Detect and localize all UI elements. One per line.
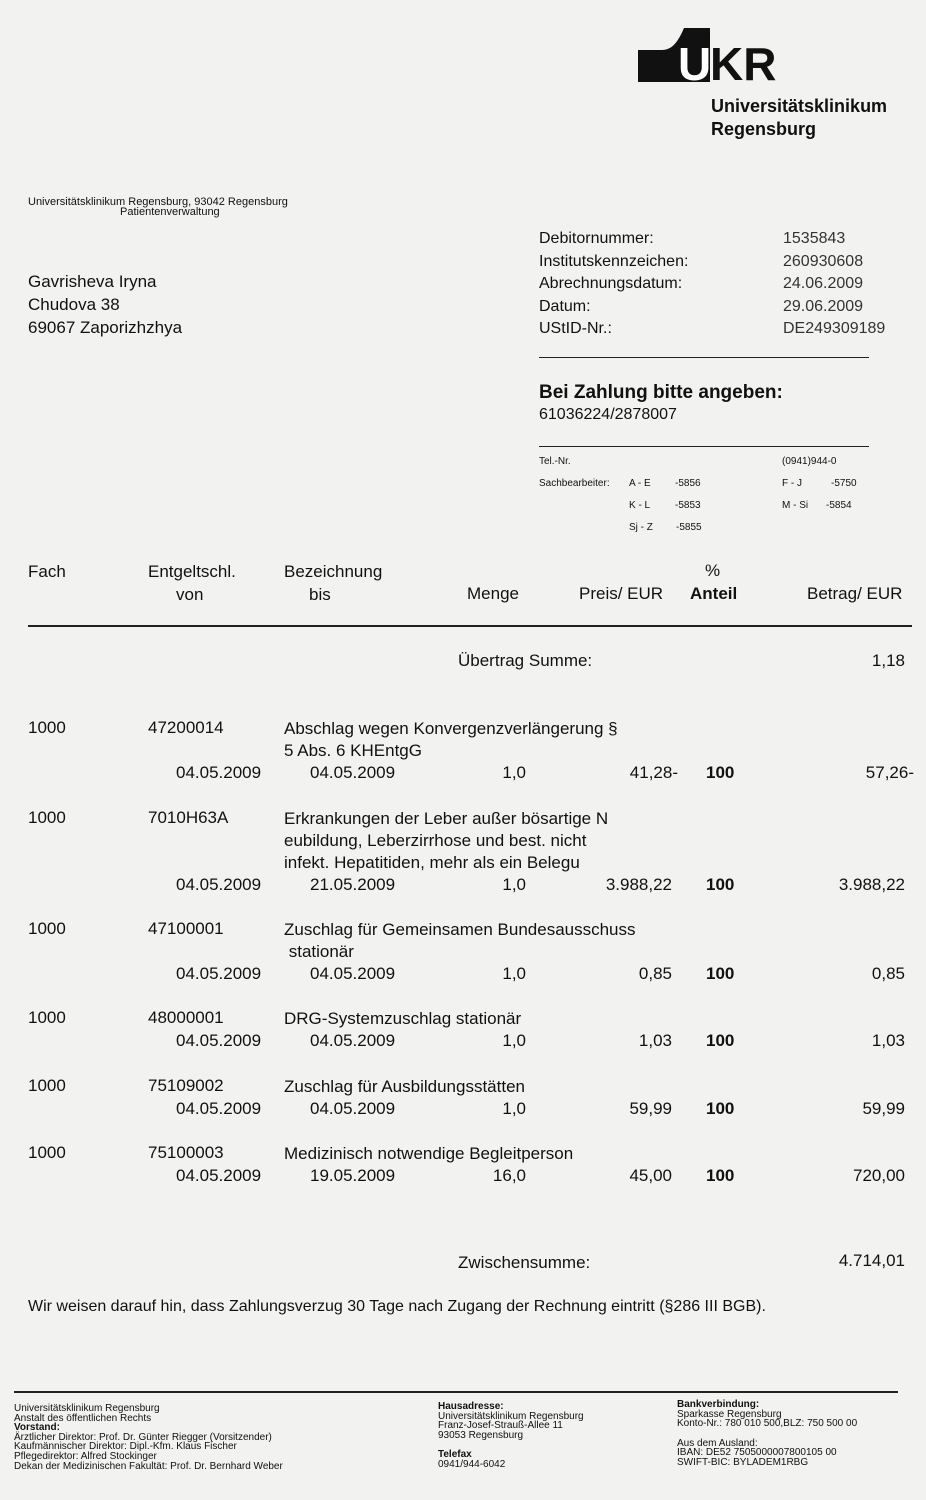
row-fach: 1000 xyxy=(28,1008,66,1027)
header-fach: Fach xyxy=(28,562,66,581)
meta-row-debitor xyxy=(539,228,885,251)
tel-value: (0941)944-0 xyxy=(782,456,837,467)
row-fach: 1000 xyxy=(28,718,66,737)
clerk-range: M - Si xyxy=(782,500,809,511)
footer-line: Kaufmännischer Direktor: Dipl.-Kfm. Klaus Fischer xyxy=(14,1441,237,1453)
row-preis: 59,99 xyxy=(629,1099,672,1118)
row-menge: 1,0 xyxy=(502,964,526,983)
carry-label: Übertrag Summe: xyxy=(458,651,593,670)
header-anteil: Anteil xyxy=(690,584,738,603)
row-fach: 1000 xyxy=(28,1076,66,1095)
clerk-range: F - J xyxy=(782,478,802,489)
sender-address xyxy=(28,197,288,217)
row-description: Zuschlag für Ausbildungsstätten xyxy=(284,1077,525,1096)
hospital-name-line1: Universitätsklinikum xyxy=(711,96,888,116)
subtotal-label: Zwischensumme: xyxy=(458,1253,591,1272)
row-bis: 04.05.2009 xyxy=(310,1031,396,1050)
footer-line: Dekan der Medizinischen Fakultät: Prof. Dr. Bernhard Weber xyxy=(14,1460,283,1472)
logo-letter-u: U xyxy=(678,38,712,82)
row-betrag: 0,85 xyxy=(871,964,905,983)
row-preis: 45,00 xyxy=(629,1166,672,1185)
row-preis: 3.988,22 xyxy=(605,875,672,894)
footer-line: IBAN: DE52 7505000007800105 00 xyxy=(677,1447,837,1459)
row-preis: 0,85 xyxy=(638,964,672,983)
meta-row-datum xyxy=(539,296,885,319)
header-betrag: Betrag/ EUR xyxy=(807,584,903,603)
row-code: 7010H63A xyxy=(148,808,229,827)
hospital-name-line2: Regensburg xyxy=(711,119,817,139)
table-header-divider xyxy=(28,625,912,627)
meta-value: 29.06.2009 xyxy=(783,297,864,315)
meta-row-institut xyxy=(539,251,885,274)
row-anteil: 100 xyxy=(706,1166,735,1185)
header-preis: Preis/ EUR xyxy=(579,584,664,603)
divider xyxy=(539,357,869,358)
recipient-name: Gavrisheva Iryna xyxy=(28,272,157,291)
row-description: Erkrankungen der Leber außer bösartige N eubildung, Leberzirrhose und best. nicht infekt. Hepatitiden, mehr als ein Belegu xyxy=(284,809,609,872)
row-von: 04.05.2009 xyxy=(176,875,262,894)
row-code: 75100003 xyxy=(148,1143,224,1162)
meta-value: DE249309189 xyxy=(783,320,886,337)
footer-line: 93053 Regensburg xyxy=(438,1429,524,1441)
row-description: Abschlag wegen Konvergenzverlängerung § 5 Abs. 6 KHEntgG xyxy=(284,719,618,760)
footer-address xyxy=(438,1402,584,1470)
sender-line: Universitätsklinikum Regensburg, 93042 Regensburg xyxy=(28,196,288,208)
row-betrag: 720,00 xyxy=(853,1166,905,1185)
invoice-meta xyxy=(539,228,885,341)
footer-fax: 0941/944-6042 xyxy=(438,1458,506,1470)
meta-label: Debitornummer: xyxy=(539,230,654,247)
footer-line: Sparkasse Regensburg xyxy=(677,1408,782,1420)
row-betrag: 59,99 xyxy=(862,1099,905,1118)
row-bis: 04.05.2009 xyxy=(310,964,396,983)
row-von: 04.05.2009 xyxy=(176,1166,262,1185)
footer-fax-title: Telefax xyxy=(438,1449,472,1461)
footer-legal xyxy=(14,1404,283,1471)
clerk-range: Sj - Z xyxy=(629,522,653,533)
meta-label: Institutskennzeichen: xyxy=(539,252,689,270)
meta-row-ustid xyxy=(539,318,885,341)
footer-line: Vorstand: xyxy=(14,1422,60,1434)
row-menge: 1,0 xyxy=(502,763,526,782)
footer-divider xyxy=(14,1391,898,1393)
clerk-ext: -5853 xyxy=(675,500,701,511)
row-code: 75109002 xyxy=(148,1076,224,1095)
logo-letters-kr: KR xyxy=(710,38,777,82)
footer-line: Aus dem Ausland: xyxy=(677,1437,758,1449)
row-menge: 1,0 xyxy=(502,875,526,894)
divider xyxy=(539,446,869,447)
header-von: von xyxy=(176,585,204,604)
row-bis: 04.05.2009 xyxy=(310,763,396,782)
row-von: 04.05.2009 xyxy=(176,1099,262,1118)
meta-value: 1535843 xyxy=(783,230,846,247)
row-description: DRG-Systemzuschlag stationär xyxy=(284,1009,522,1028)
header-entgelt: Entgeltschl. xyxy=(148,562,236,581)
recipient-address xyxy=(28,270,182,339)
clerk-range: K - L xyxy=(629,500,651,511)
tel-label: Tel.-Nr. xyxy=(539,456,571,467)
footer-line: Anstalt des öffentlichen Rechts xyxy=(14,1412,152,1424)
footer-bank-title: Bankverbindung: xyxy=(677,1399,760,1410)
hospital-name xyxy=(711,95,887,141)
row-fach: 1000 xyxy=(28,808,66,827)
row-anteil: 100 xyxy=(706,964,735,983)
ukr-logo-wave-icon xyxy=(638,28,780,82)
payment-reference-title: Bei Zahlung bitte angeben: xyxy=(539,382,783,403)
clerk-ext: -5855 xyxy=(676,522,702,533)
row-von: 04.05.2009 xyxy=(176,763,262,782)
clerk-ext: -5854 xyxy=(826,500,852,511)
row-menge: 1,0 xyxy=(502,1031,526,1050)
footer-line: Konto-Nr.: 780 010 500,BLZ: 750 500 00 xyxy=(677,1418,858,1430)
footer-line: SWIFT-BIC: BYLADEM1RBG xyxy=(677,1456,809,1468)
carry-value: 1,18 xyxy=(871,651,905,670)
footer-line: Franz-Josef-Strauß-Allee 11 xyxy=(438,1420,563,1432)
row-anteil: 100 xyxy=(706,1031,735,1050)
meta-label: Datum: xyxy=(539,297,591,315)
header-percent: % xyxy=(705,561,721,580)
clerk-range: A - E xyxy=(629,478,651,489)
meta-label: Abrechnungsdatum: xyxy=(539,275,683,292)
footer-line: Ärztlicher Direktor: Prof. Dr. Günter Riegger (Vorsitzender) xyxy=(14,1431,272,1443)
sender-department: Patientenverwaltung xyxy=(120,206,220,218)
footer-bank xyxy=(677,1400,857,1468)
payment-notice: Wir weisen darauf hin, dass Zahlungsverzug 30 Tage nach Zugang der Rechnung eintritt (§286 III BGB). xyxy=(28,1298,766,1315)
header-bezeichnung: Bezeichnung xyxy=(284,562,383,581)
clerk-ext: -5750 xyxy=(831,478,857,489)
row-code: 47200014 xyxy=(148,718,224,737)
row-anteil: 100 xyxy=(706,875,735,894)
meta-value: 24.06.2009 xyxy=(783,275,864,292)
row-von: 04.05.2009 xyxy=(176,1031,262,1050)
row-fach: 1000 xyxy=(28,919,66,938)
row-menge: 1,0 xyxy=(502,1099,526,1118)
subtotal-value: 4.714,01 xyxy=(838,1251,905,1270)
row-anteil: 100 xyxy=(706,1099,735,1118)
recipient-city: 69067 Zaporizhzhya xyxy=(28,318,183,337)
row-code: 47100001 xyxy=(148,919,224,938)
payment-reference-number: 61036224/2878007 xyxy=(539,406,677,423)
row-bis: 21.05.2009 xyxy=(310,875,396,894)
clerk-label: Sachbearbeiter: xyxy=(539,478,610,489)
header-menge: Menge xyxy=(467,584,519,603)
meta-value: 260930608 xyxy=(783,252,864,270)
row-description: Zuschlag für Gemeinsamen Bundesausschuss stationär xyxy=(284,920,636,961)
row-betrag: 1,03 xyxy=(871,1031,905,1050)
row-preis: 41,28- xyxy=(629,763,678,782)
footer-line: Universitätsklinikum Regensburg xyxy=(14,1403,160,1414)
footer-line: Universitätsklinikum Regensburg xyxy=(438,1410,584,1422)
meta-label: UStID-Nr.: xyxy=(539,320,612,337)
footer-line: Pflegedirektor: Alfred Stockinger xyxy=(14,1450,157,1462)
ukr-logo xyxy=(638,28,780,82)
clerk-ext: -5856 xyxy=(675,478,701,489)
row-code: 48000001 xyxy=(148,1008,224,1027)
recipient-street: Chudova 38 xyxy=(28,295,120,314)
row-preis: 1,03 xyxy=(638,1031,672,1050)
row-betrag: 57,26- xyxy=(865,763,914,782)
row-description: Medizinisch notwendige Begleitperson xyxy=(284,1144,574,1163)
payment-reference xyxy=(539,381,783,425)
meta-row-abrechnung xyxy=(539,273,885,296)
row-bis: 19.05.2009 xyxy=(310,1166,396,1185)
row-anteil: 100 xyxy=(706,763,735,782)
header-bis: bis xyxy=(309,585,331,604)
row-von: 04.05.2009 xyxy=(176,964,262,983)
row-betrag: 3.988,22 xyxy=(838,875,905,894)
footer-address-title: Hausadresse: xyxy=(438,1401,504,1412)
row-menge: 16,0 xyxy=(492,1166,526,1185)
row-bis: 04.05.2009 xyxy=(310,1099,396,1118)
row-fach: 1000 xyxy=(28,1143,66,1162)
